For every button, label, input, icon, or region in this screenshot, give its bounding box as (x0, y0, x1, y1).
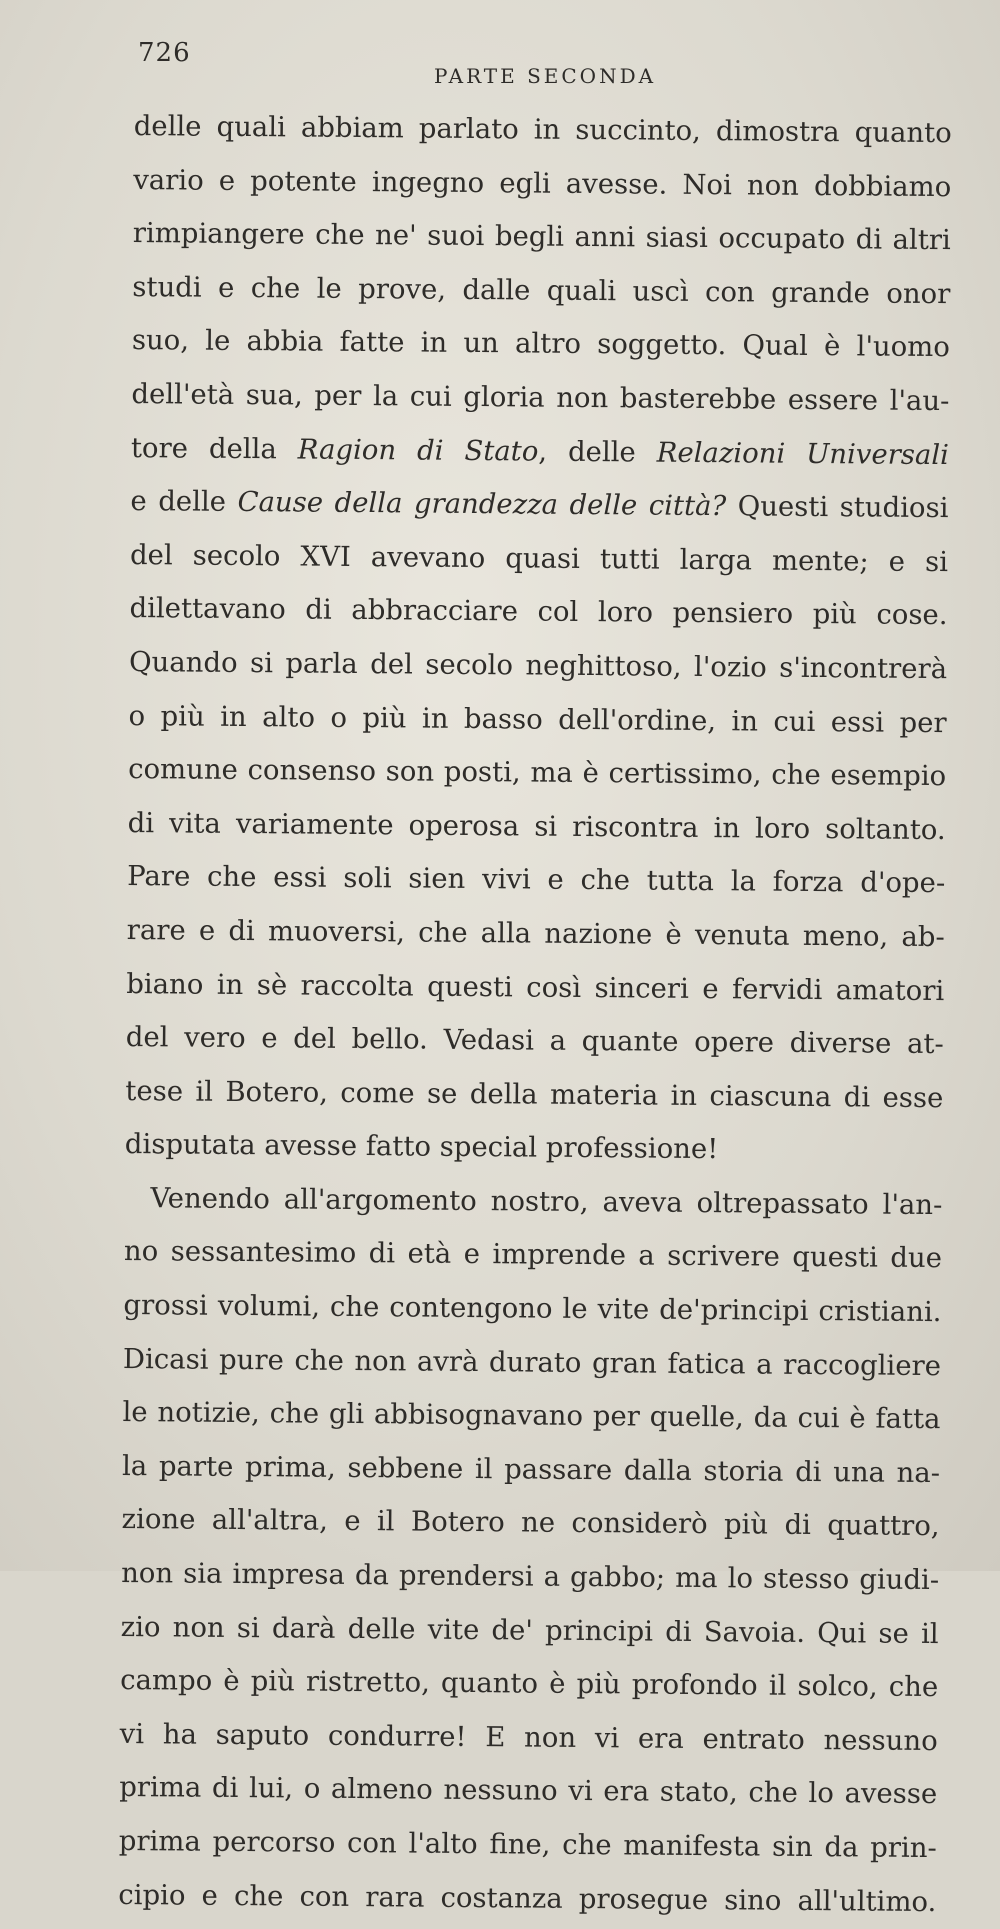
text-line: rimpiangere che ne' suoi begli anni siasi occupato di altri (132, 217, 951, 257)
line-segment: tore della (130, 431, 298, 466)
text-line: prima percorso con l'alto fine, che manifesta sin da prin- (118, 1824, 937, 1865)
text-line: grossi volumi, che contengono le vite de'principi cristiani. (123, 1289, 942, 1329)
text-line: Quando si parla del secolo neghittoso, l'ozio s'incontrerà (128, 645, 948, 686)
line-segment: , delle (538, 435, 657, 469)
text-line: suo, le abbia fatte in un altro soggetto. Qual è l'uomo (131, 324, 951, 364)
text-line: la parte prima, sebbene il passare dalla storia di una na- (121, 1449, 941, 1489)
text-line: tese il Botero, come se della materia in ciascuna di esse (125, 1074, 944, 1114)
text-line: studi e che le prove, dalle quali uscì con grande onor (132, 270, 951, 310)
page-number: 726 (138, 38, 191, 68)
text-line: rare e di muoversi, che alla nazione è venuta meno, ab- (126, 913, 945, 954)
text-line: dilettavano di abbracciare col loro pensiero più cose. (129, 592, 948, 632)
text-line: biano in sè raccolta questi così sinceri e fervidi amatori (126, 967, 945, 1007)
text-line (130, 475, 948, 536)
text-line: prima di lui, o almeno nessuno vi era stato, che lo avesse (119, 1771, 938, 1811)
book-title-italic: Cause della grandezza delle città? (237, 486, 727, 523)
text-line: comune consenso son posti, ma è certissimo, che esempio (128, 753, 947, 793)
text-line: dell'età sua, per la cui gloria non basterebbe essere l'au- (131, 377, 950, 418)
line-segment: Questi studiosi (726, 490, 949, 525)
text-line: del vero e del bello. Vedasi a quante opere diverse at- (125, 1021, 944, 1061)
text-line: vi ha saputo condurre! E non vi era entrato nessuno (119, 1717, 938, 1757)
text-line: le notizie, che gli abbisognavano per quelle, da cui è fatta (122, 1396, 941, 1436)
text-line: di vita variamente operosa si riscontra in loro soltanto. (127, 806, 946, 846)
line-segment: e delle (130, 485, 238, 519)
text-line: del secolo XVI avevano quasi tutti larga mente; e si (129, 538, 949, 578)
text-line: Pare che essi soli sien vivi e che tutta la forza d'ope- (127, 860, 946, 900)
text-line: disputata avesse fatto special professione! (124, 1128, 719, 1166)
text-line: cipio e che con rara costanza prosegue sino all'ultimo. (118, 1878, 937, 1918)
page-header (138, 38, 958, 88)
text-line: campo è più ristretto, quanto è più profondo il solco, che (120, 1664, 939, 1704)
text-line: Dicasi pure che non avrà durato gran fatica a raccogliere (122, 1342, 942, 1382)
running-title: PARTE SECONDA (434, 64, 657, 88)
text-line: o più in alto o più in basso dell'ordine, in cui essi per (128, 699, 947, 739)
text-line (131, 422, 949, 483)
book-title-italic: Ragion di Stato (297, 433, 539, 468)
body-text (118, 100, 952, 1929)
text-line: non sia impresa da prendersi a gabbo; ma lo stesso giudi- (121, 1556, 940, 1597)
text-line: no sessantesimo di età e imprende a scrivere questi due (123, 1235, 943, 1275)
text-line: vario e potente ingegno egli avesse. Noi non dobbiamo (133, 163, 952, 203)
text-line: Venendo all'argomento nostro, aveva oltrepassato l'an- (150, 1182, 943, 1221)
book-title-italic: Relazioni Universali (656, 436, 950, 471)
text-line: zione all'altra, e il Botero ne considerò più di quattro, (121, 1503, 940, 1543)
text-line: delle quali abbiam parlato in succinto, dimostra quanto (133, 109, 952, 150)
text-line: zio non si darà delle vite de' principi di Savoia. Qui se il (120, 1610, 939, 1650)
